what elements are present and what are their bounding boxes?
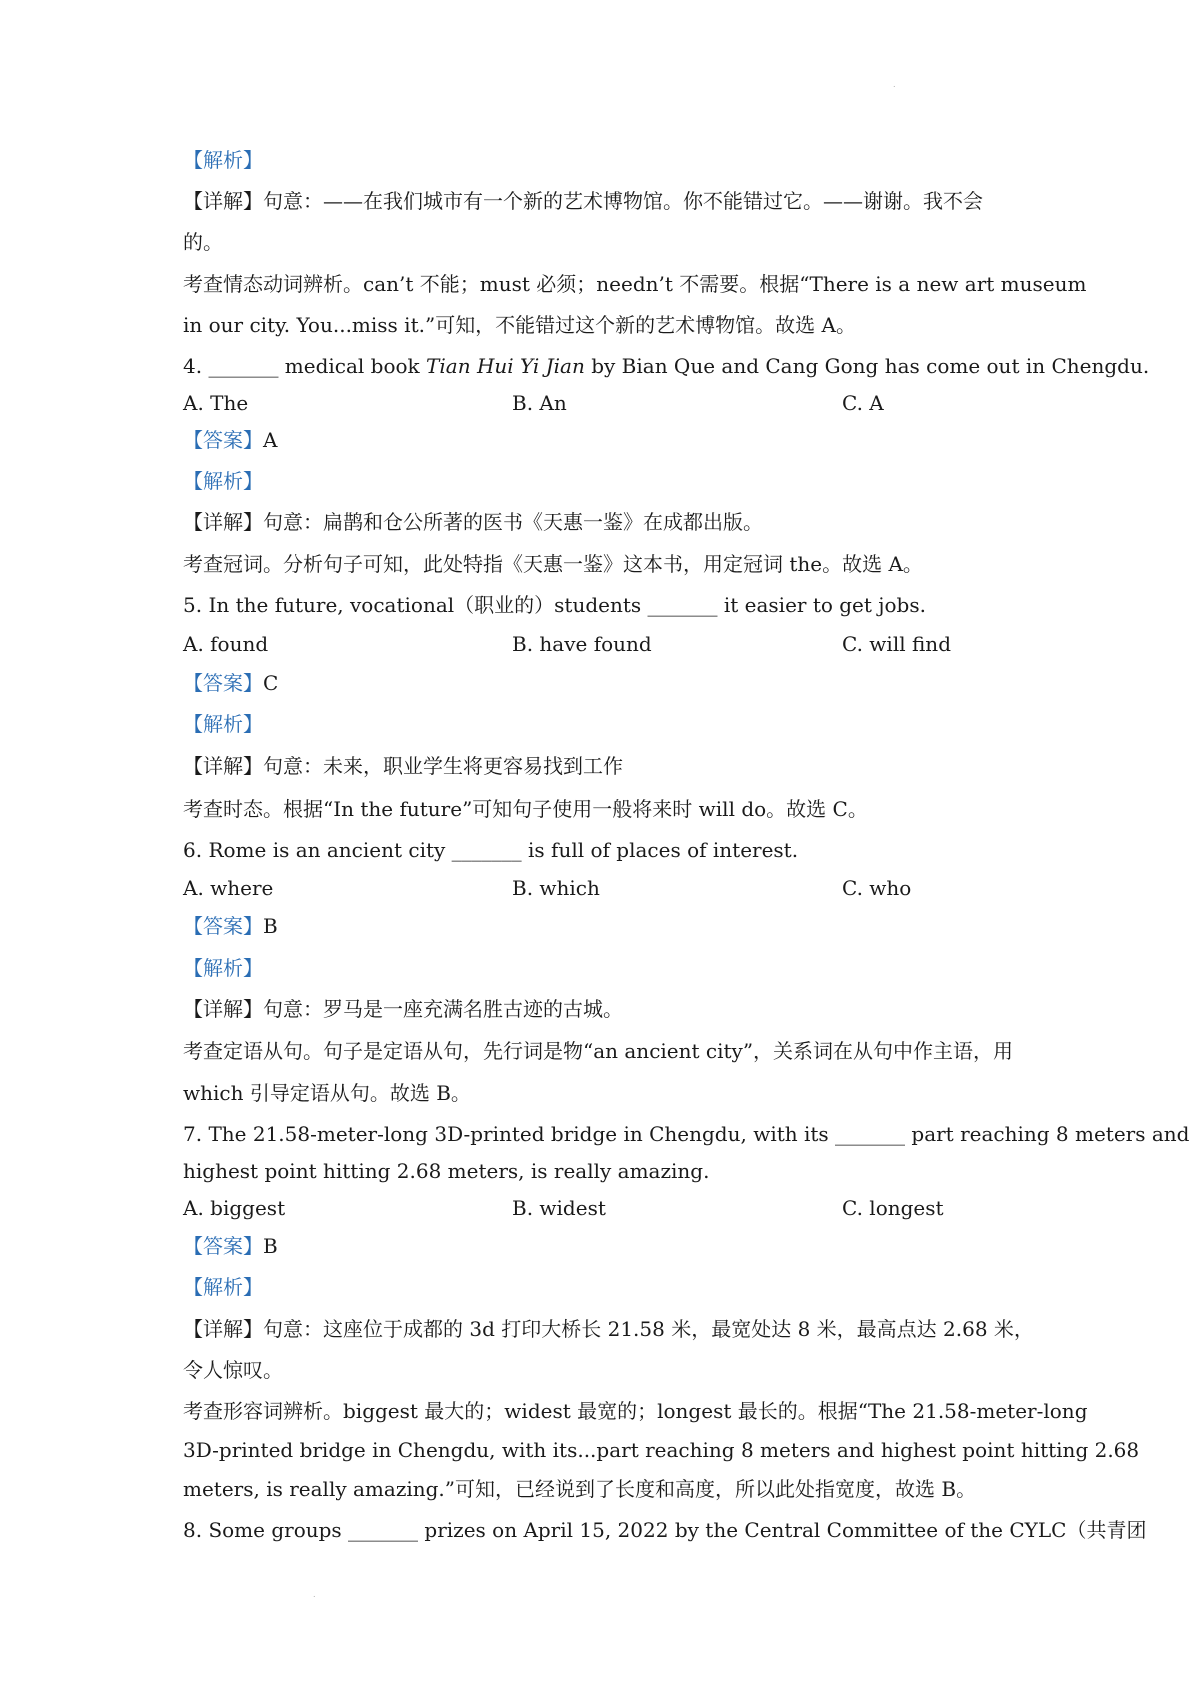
q5-stem: 5. In the future, vocational（职业的）students _______ it easier to get jobs. bbox=[183, 593, 926, 617]
q7-option-c: C. longest bbox=[842, 1196, 944, 1220]
q5-analysis: 考查时态。根据“In the future”可知句子使用一般将来时 will do。故选 C。 bbox=[183, 797, 868, 821]
detail-tag: 【详解】 bbox=[183, 1317, 263, 1341]
q4-option-b: B. An bbox=[512, 391, 567, 415]
q3-detail-line-2: 的。 bbox=[183, 230, 223, 254]
answer-tag: 【答案】 bbox=[183, 428, 263, 452]
q4-stem: 4. _______ medical book Tian Hui Yi Jian by Bian Que and Cang Gong has come out in Chengdu. bbox=[183, 354, 1150, 378]
q4-analysis: 考查冠词。分析句子可知，此处特指《天惠一鉴》这本书，用定冠词 the。故选 A。 bbox=[183, 552, 923, 576]
q8-stem: 8. Some groups _______ prizes on April 15, 2022 by the Central Committee of the CYLC（共青团 bbox=[183, 1518, 1147, 1542]
jiexi-tag: 【解析】 bbox=[183, 712, 263, 736]
q7-option-b: B. widest bbox=[512, 1196, 606, 1220]
q5-answer: 【答案】C bbox=[183, 671, 279, 695]
q3-detail-line-1: 【详解】句意：——在我们城市有一个新的艺术博物馆。你不能错过它。——谢谢。我不会 bbox=[183, 189, 983, 213]
q7-stem-line-2: highest point hitting 2.68 meters, is really amazing. bbox=[183, 1159, 710, 1183]
q5-option-c: C. will find bbox=[842, 632, 951, 656]
q7-analysis-line-3: meters, is really amazing.”可知，已经说到了长度和高度，所以此处指宽度，故选 B。 bbox=[183, 1477, 977, 1501]
jiexi-tag: 【解析】 bbox=[183, 956, 263, 980]
q7-answer: 【答案】B bbox=[183, 1234, 278, 1258]
q5-option-b: B. have found bbox=[512, 632, 652, 656]
q5-option-a: A. found bbox=[183, 632, 269, 656]
q7-analysis-line-2: 3D-printed bridge in Chengdu, with its...part reaching 8 meters and highest point hitting 2.68 bbox=[183, 1438, 1140, 1462]
jiexi-tag: 【解析】 bbox=[183, 1275, 263, 1299]
q6-analysis-line-1: 考查定语从句。句子是定语从句，先行词是物“an ancient city”，关系词在从句中作主语，用 bbox=[183, 1039, 1014, 1063]
q6-option-c: C. who bbox=[842, 876, 912, 900]
q4-option-a: A. The bbox=[183, 391, 249, 415]
answer-tag: 【答案】 bbox=[183, 671, 263, 695]
q7-detail-line-2: 令人惊叹。 bbox=[183, 1358, 283, 1382]
detail-tag: 【详解】 bbox=[183, 754, 263, 778]
answer-tag: 【答案】 bbox=[183, 914, 263, 938]
detail-tag: 【详解】 bbox=[183, 997, 263, 1021]
q4-detail: 【详解】句意：扁鹊和仓公所著的医书《天惠一鉴》在成都出版。 bbox=[183, 510, 763, 534]
detail-tag: 【详解】 bbox=[183, 189, 263, 213]
detail-tag: 【详解】 bbox=[183, 510, 263, 534]
q4-book-title: Tian Hui Yi Jian bbox=[426, 354, 585, 378]
jiexi-tag: 【解析】 bbox=[183, 469, 263, 493]
q7-detail-line-1: 【详解】句意：这座位于成都的 3d 打印大桥长 21.58 米，最宽处达 8 米，最高点达 2.68 米， bbox=[183, 1317, 1034, 1341]
q6-answer: 【答案】B bbox=[183, 914, 278, 938]
q3-analysis-line-1: 考查情态动词辨析。can’t 不能；must 必须；needn’t 不需要。根据“There is a new art museum bbox=[183, 272, 1087, 296]
q4-option-c: C. A bbox=[842, 391, 884, 415]
scan-dot: . bbox=[893, 80, 896, 89]
q4-answer: 【答案】A bbox=[183, 428, 278, 452]
q7-option-a: A. biggest bbox=[183, 1196, 286, 1220]
q6-option-a: A. where bbox=[183, 876, 274, 900]
q6-stem: 6. Rome is an ancient city _______ is full of places of interest. bbox=[183, 838, 799, 862]
answer-tag: 【答案】 bbox=[183, 1234, 263, 1258]
scan-dot: . bbox=[313, 1590, 316, 1599]
q6-analysis-line-2: which 引导定语从句。故选 B。 bbox=[183, 1081, 471, 1105]
q6-option-b: B. which bbox=[512, 876, 600, 900]
q7-analysis-line-1: 考查形容词辨析。biggest 最大的；widest 最宽的；longest 最长的。根据“The 21.58-meter-long bbox=[183, 1399, 1088, 1423]
q6-jiexi-label bbox=[183, 954, 1028, 982]
q5-jiexi-label bbox=[183, 710, 1028, 738]
q3-analysis-line-2: in our city. You...miss it.”可知，不能错过这个新的艺术博物馆。故选 A。 bbox=[183, 313, 856, 337]
jiexi-tag: 【解析】 bbox=[183, 148, 263, 172]
q3-jiexi-label bbox=[183, 146, 1028, 174]
q5-detail: 【详解】句意：未来，职业学生将更容易找到工作 bbox=[183, 754, 623, 778]
q4-jiexi-label bbox=[183, 467, 1028, 495]
q6-detail: 【详解】句意：罗马是一座充满名胜古迹的古城。 bbox=[183, 997, 623, 1021]
q7-jiexi-label bbox=[183, 1273, 1028, 1301]
q7-stem-line-1: 7. The 21.58-meter-long 3D-printed bridge in Chengdu, with its _______ part reaching 8 meters and bbox=[183, 1122, 1190, 1146]
